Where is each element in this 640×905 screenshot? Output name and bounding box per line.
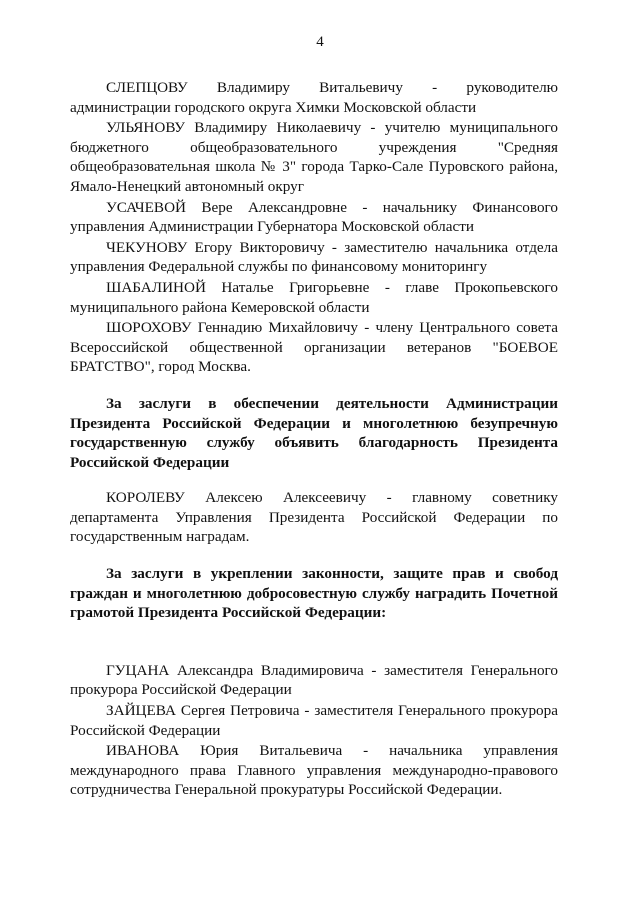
section-gratitude <box>70 394 558 547</box>
award-entry: ЗАЙЦЕВА Сергея Петровича - заместителя Генерального прокурора Российской Федерации <box>70 702 558 739</box>
spacer <box>70 378 558 394</box>
spacer <box>70 472 558 488</box>
award-entry: ШОРОХОВУ Геннадию Михайловичу - члену Центрального совета Всероссийской общественной организации ветеранов "БОЕВОЕ БРАТСТВО", город Москва. <box>70 319 558 376</box>
award-entry: ЧЕКУНОВУ Егору Викторовичу - заместителю начальника отдела управления Федеральной службы по финансовому мониторингу <box>70 238 558 276</box>
award-entry: ШАБАЛИНОЙ Наталье Григорьевне - главе Прокопьевского муниципального района Кемеровской области <box>70 278 558 316</box>
section-awards-list <box>70 78 558 377</box>
award-entry: УСАЧЕВОЙ Вере Александровне - начальнику Финансового управления Администрации Губернатора Московской области <box>70 198 558 236</box>
page-number: 4 <box>316 34 324 50</box>
section-certificate <box>70 564 558 800</box>
award-entry: ГУЦАНА Александра Владимировича - заместителя Генерального прокурора Российской Федерации <box>70 661 558 699</box>
section-heading: За заслуги в обеспечении деятельности Администрации Президента Российской Федерации и многолетнюю безупречную государственную службу объявить благодарность Президента Российской Федерации <box>70 394 558 471</box>
award-entry: УЛЬЯНОВУ Владимиру Николаевичу - учителю муниципального бюджетного общеобразовательного учреждения "Средняя общеобразовательная школа № 3" города Тарко-Сале Пуровского района, Ямало-Ненецкий автономный округ <box>70 119 558 195</box>
spacer <box>70 548 558 564</box>
section-heading: За заслуги в укреплении законности, защите прав и свобод граждан и многолетнюю добросовестную службу наградить Почетной грамотой Президента Российской Федерации: <box>70 565 558 622</box>
award-entry: КОРОЛЕВУ Алексею Алексеевичу - главному советнику департамента Управления Президента Российской Федерации по государственным наградам. <box>70 489 558 546</box>
spacer <box>70 623 558 661</box>
award-entry: СЛЕПЦОВУ Владимиру Витальевичу - руководителю администрации городского округа Химки Московской области <box>70 79 558 116</box>
document-body <box>70 78 558 801</box>
award-entry: ИВАНОВА Юрия Витальевича - начальника управления международного права Главного управления международно-правового сотрудничества Генеральной прокуратуры Российской Федерации. <box>70 742 558 799</box>
